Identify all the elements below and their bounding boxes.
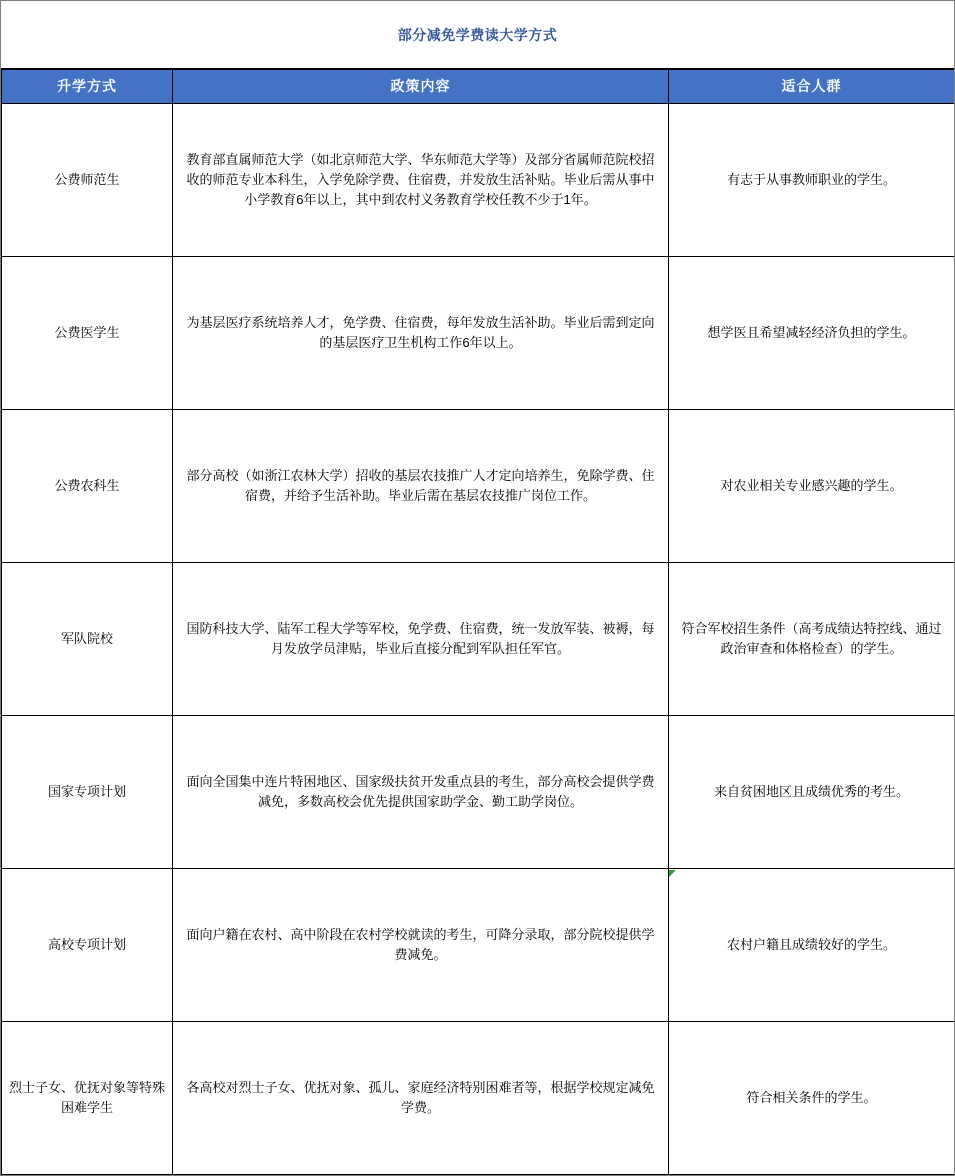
cell-audience: 符合相关条件的学生。 [669,1021,955,1174]
header-cell-method: 升学方式 [2,69,173,103]
table-row [2,409,955,562]
cell-audience: 农村户籍且成绩较好的学生。 [669,868,955,1021]
cell-policy: 面向全国集中连片特困地区、国家级扶贫开发重点县的考生，部分高校会提供学费减免，多数高校会优先提供国家助学金、勤工助学岗位。 [173,715,669,868]
cell-method: 高校专项计划 [2,868,173,1021]
table-header-row [2,69,955,103]
cell-policy: 各高校对烈士子女、优抚对象、孤儿、家庭经济特别困难者等，根据学校规定减免学费。 [173,1021,669,1174]
title-band [1,1,954,68]
cell-policy: 部分高校（如浙江农林大学）招收的基层农技推广人才定向培养生，免除学费、住宿费，并给予生活补助。毕业后需在基层农技推广岗位工作。 [173,409,669,562]
cell-policy: 为基层医疗系统培养人才，免学费、住宿费，每年发放生活补助。毕业后需到定向的基层医疗卫生机构工作6年以上。 [173,256,669,409]
table-row [2,868,955,1021]
cell-method: 公费医学生 [2,256,173,409]
header-cell-audience: 适合人群 [669,69,955,103]
cell-audience: 对农业相关专业感兴趣的学生。 [669,409,955,562]
page-title: 部分减免学费读大学方式 [397,26,558,43]
table-row [2,715,955,868]
cell-audience: 有志于从事教师职业的学生。 [669,103,955,256]
cell-audience: 来自贫困地区且成绩优秀的考生。 [669,715,955,868]
table-row [2,562,955,715]
cell-method: 军队院校 [2,562,173,715]
cell-audience: 符合军校招生条件（高考成绩达特控线、通过政治审查和体格检查）的学生。 [669,562,955,715]
table-row [2,103,955,256]
cell-corner-flag-icon [669,870,676,877]
cell-method: 公费农科生 [2,409,173,562]
cell-method: 烈士子女、优抚对象等特殊困难学生 [2,1021,173,1174]
cell-method: 国家专项计划 [2,715,173,868]
table-row [2,1021,955,1174]
header-cell-policy: 政策内容 [173,69,669,103]
tuition-table [1,68,955,1175]
cell-audience: 想学医且希望减轻经济负担的学生。 [669,256,955,409]
cell-policy: 教育部直属师范大学（如北京师范大学、华东师范大学等）及部分省属师范院校招收的师范专业本科生，入学免除学费、住宿费，并发放生活补贴。毕业后需从事中小学教育6年以上，其中到农村义务教育学校任教不少于1年。 [173,103,669,256]
cell-policy: 面向户籍在农村、高中阶段在农村学校就读的考生，可降分录取，部分院校提供学费减免。 [173,868,669,1021]
cell-policy: 国防科技大学、陆军工程大学等军校，免学费、住宿费，统一发放军装、被褥，每月发放学员津贴，毕业后直接分配到军队担任军官。 [173,562,669,715]
table-row [2,256,955,409]
cell-method: 公费师范生 [2,103,173,256]
